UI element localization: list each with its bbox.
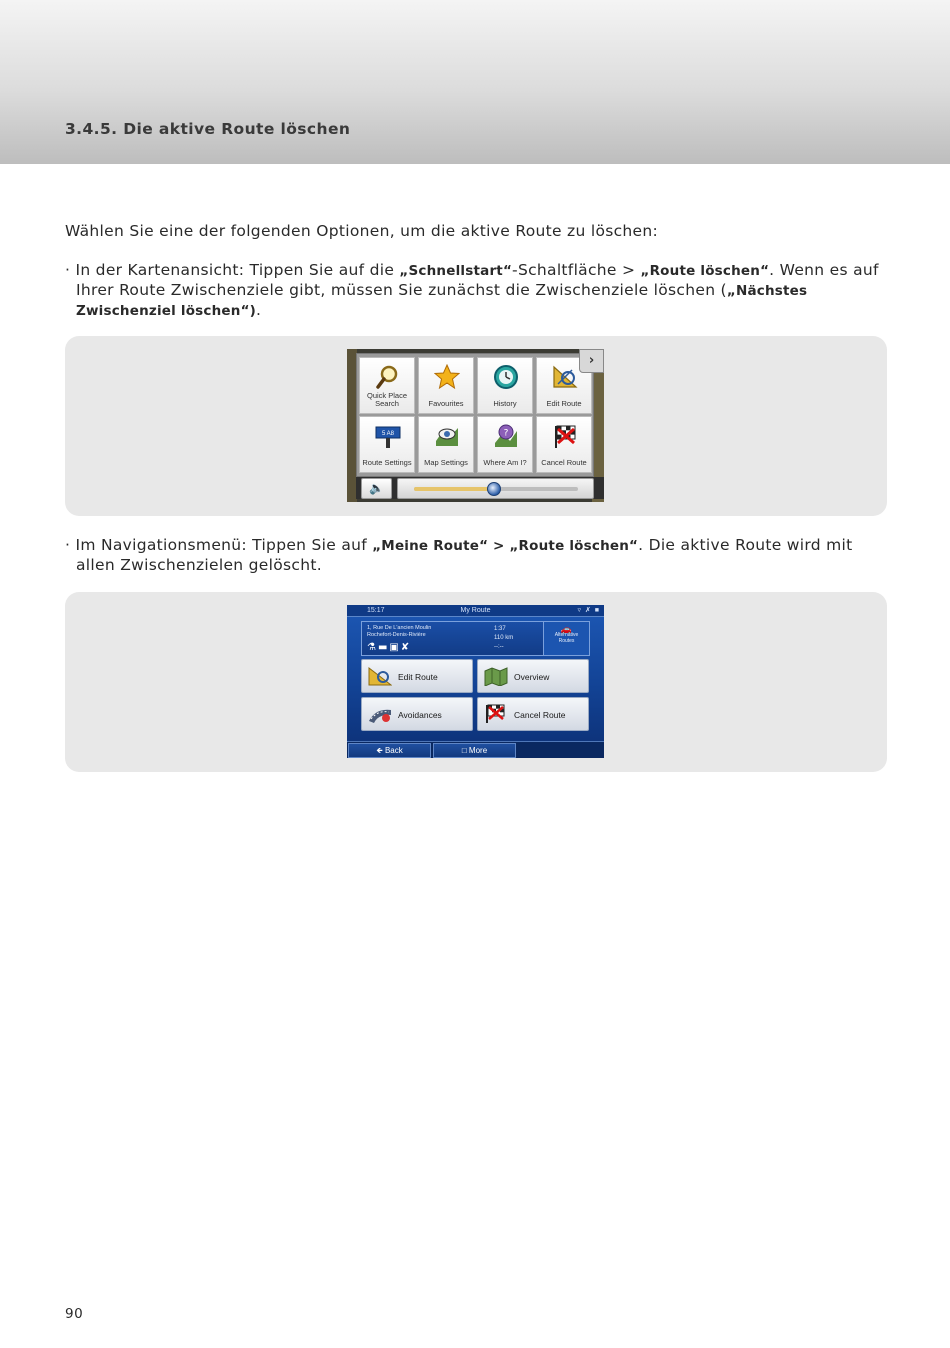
more-icon: □ (461, 746, 467, 755)
header-band (0, 0, 950, 164)
clock-icon (493, 364, 519, 390)
eta-value: --:-- (494, 644, 504, 650)
bullet1-text-4: . (256, 301, 262, 319)
bullet1-bold-3: „Nächstes Zwischenziel löschen“) (76, 283, 808, 319)
more-label: More (468, 746, 488, 755)
bullet2-text-1: · Im Navigationsmenü: Tippen Sie auf (65, 536, 373, 554)
quick-menu-screenshot (347, 349, 604, 502)
tile-label: Quick Place Search (366, 391, 408, 408)
route-type-icons: ⚗▬▣✘ (367, 642, 412, 653)
figure-box-my-route (65, 592, 887, 772)
edit-route-button[interactable] (361, 659, 473, 693)
tile-route-settings[interactable] (359, 416, 415, 473)
tile-cancel-route[interactable] (536, 416, 592, 473)
destination-address: 1, Rue De L'ancien Moulin Rochefort-Denis-Rivière (367, 625, 432, 638)
where-am-i-icon (493, 423, 519, 449)
bullet1-bold-1: „Schnellstart“ (399, 263, 513, 279)
map-icon (483, 666, 509, 688)
tile-label: History (493, 399, 517, 408)
volume-bar (356, 477, 604, 499)
tile-favourites[interactable] (418, 357, 474, 414)
magnifier-icon (375, 364, 401, 390)
status-bar (347, 605, 604, 617)
tile-label: Where Am I? (483, 458, 527, 467)
tile-history[interactable] (477, 357, 533, 414)
overview-button[interactable] (477, 659, 589, 693)
road-sign-icon (375, 423, 401, 449)
bullet2-bold-1: „Meine Route“ > „Route löschen“ (372, 538, 639, 554)
svg-text:?: ? (503, 428, 509, 439)
page-number: 90 (65, 1306, 84, 1322)
intro-paragraph: Wählen Sie eine der folgenden Optionen, um die aktive Route zu löschen: (65, 222, 659, 240)
my-route-screenshot (347, 605, 604, 758)
back-button[interactable] (348, 743, 431, 758)
tile-quick-place-search[interactable] (359, 357, 415, 414)
bullet2-text-2: . Die aktive Route wird mit allen Zwischenzielen gelöscht. (76, 536, 853, 574)
volume-track (414, 487, 578, 491)
tile-map-settings[interactable] (418, 416, 474, 473)
speaker-button[interactable] (361, 478, 392, 499)
bullet1-text-2: -Schaltfläche > (512, 261, 641, 279)
bullet-nav-menu (65, 536, 885, 575)
button-label: Cancel Route (514, 710, 566, 720)
checkered-flag-icon (483, 704, 509, 726)
next-page-button[interactable] (579, 349, 604, 373)
figure-box-quick-menu (65, 336, 887, 516)
volume-fill (414, 487, 494, 491)
duration-value: 1:37 (494, 626, 506, 632)
speaker-icon: 🔈 (369, 481, 384, 495)
tile-label: Edit Route (546, 399, 582, 408)
button-label: Avoidances (398, 710, 442, 720)
bottom-bar (347, 741, 604, 758)
status-icons: ▿ ✗ ■ (577, 607, 600, 614)
screen-title: My Route (460, 607, 491, 614)
section-title: 3.4.5. Die aktive Route löschen (65, 120, 351, 138)
edit-route-icon (367, 666, 393, 688)
more-button[interactable] (433, 743, 516, 758)
route-stats (494, 625, 544, 652)
route-info-panel (361, 621, 590, 656)
tile-where-am-i[interactable] (477, 416, 533, 473)
checkered-flag-icon (552, 423, 578, 449)
tile-label: Favourites (428, 399, 464, 408)
volume-knob[interactable] (487, 482, 501, 496)
tile-label: Route Settings (362, 458, 412, 467)
tile-label: Cancel Route (541, 458, 587, 467)
back-label: Back (384, 746, 403, 755)
eye-icon (434, 423, 460, 449)
tile-label: Map Settings (424, 458, 468, 467)
bullet1-text-1: · In der Kartenansicht: Tippen Sie auf die (65, 261, 400, 279)
edit-route-icon (552, 364, 578, 390)
alternative-routes-label: Alternative Routes (554, 632, 579, 644)
chevron-right-icon: › (588, 353, 595, 368)
button-label: Edit Route (398, 672, 438, 682)
quick-menu-grid (356, 353, 594, 477)
button-label: Overview (514, 672, 550, 682)
avoidances-button[interactable] (361, 697, 473, 731)
cancel-route-button[interactable] (477, 697, 589, 731)
distance-value: 110 km (494, 635, 514, 641)
svg-text:5 A8: 5 A8 (381, 431, 395, 437)
bullet1-bold-2: „Route löschen“ (640, 263, 770, 279)
arrow-left-icon: 🡸 (376, 746, 383, 755)
alternative-routes-button[interactable] (543, 622, 589, 655)
bullet1-text-3: . Wenn es auf Ihrer Route Zwischenziele gibt, müssen Sie zunächst die Zwischenziele löschen ( (76, 261, 879, 299)
volume-slider[interactable] (397, 478, 594, 499)
car-icon: 🚗 (560, 624, 573, 634)
avoid-road-icon (367, 704, 393, 726)
star-icon (434, 364, 460, 390)
clock-time: 15:17 (367, 607, 385, 614)
bullet-map-view (65, 261, 885, 321)
